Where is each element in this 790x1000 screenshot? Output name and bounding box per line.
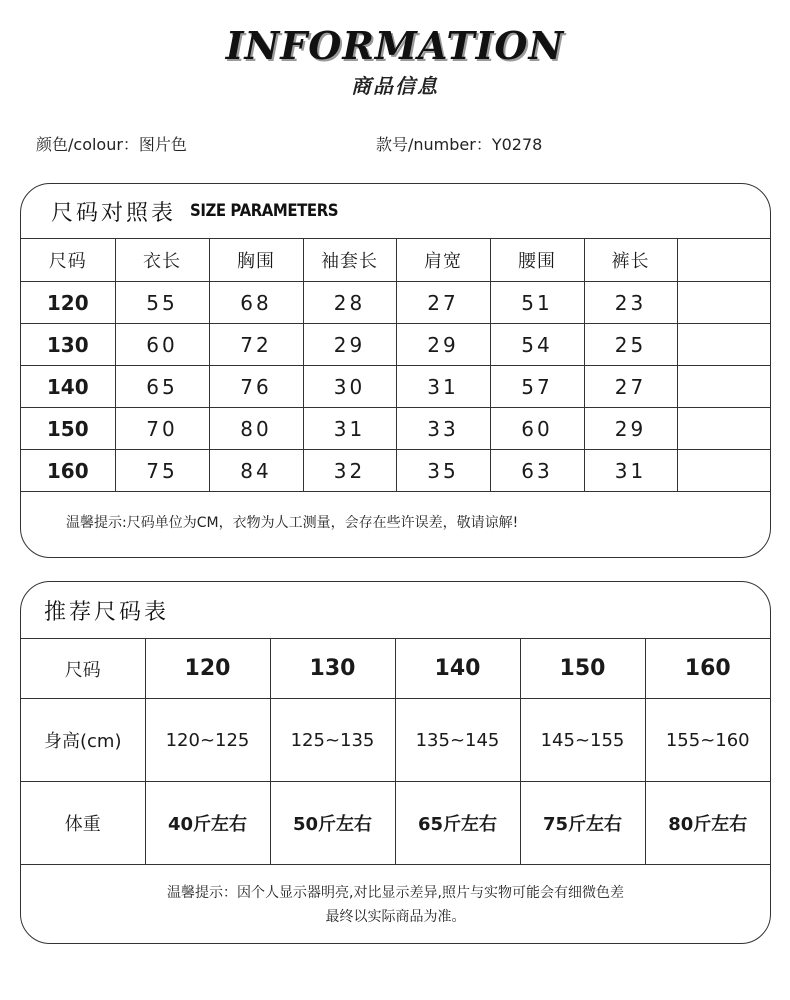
table-cell: 29 xyxy=(584,408,677,450)
color-info: 颜色/colour：图片色 xyxy=(36,135,187,154)
header-cell: 胸围 xyxy=(209,239,303,282)
recommend-title-bar xyxy=(21,582,770,639)
table-cell: 35 xyxy=(396,450,490,492)
size-table xyxy=(21,239,770,492)
size-chart-subtitle: SIZE PARAMETERS xyxy=(190,201,339,221)
recommend-note xyxy=(21,865,770,929)
header-cell: 腰围 xyxy=(490,239,584,282)
header-cell: 裤长 xyxy=(584,239,677,282)
size-header-cell: 130 xyxy=(270,639,395,699)
table-cell: 51 xyxy=(490,282,584,324)
size-header-cell: 150 xyxy=(520,639,645,699)
size-header-cell: 160 xyxy=(645,639,770,699)
recommend-title: 推荐尺码表 xyxy=(44,599,170,625)
table-cell: 31 xyxy=(303,408,396,450)
table-cell: 28 xyxy=(303,282,396,324)
table-cell: 63 xyxy=(490,450,584,492)
table-cell: 68 xyxy=(209,282,303,324)
table-cell: 33 xyxy=(396,408,490,450)
height-cell: 155~160 xyxy=(645,699,770,782)
table-cell: 75 xyxy=(115,450,209,492)
table-cell: 25 xyxy=(584,324,677,366)
weight-cell: 65斤左右 xyxy=(395,782,520,865)
height-cell: 145~155 xyxy=(520,699,645,782)
table-cell: 27 xyxy=(584,366,677,408)
table-cell: 70 xyxy=(115,408,209,450)
table-cell: 80 xyxy=(209,408,303,450)
size-chart-box xyxy=(20,183,771,558)
recommend-note-line2: 最终以实际商品为准。 xyxy=(325,909,466,925)
height-cell: 135~145 xyxy=(395,699,520,782)
weight-cell: 50斤左右 xyxy=(270,782,395,865)
header xyxy=(0,24,790,99)
table-cell: 30 xyxy=(303,366,396,408)
recommend-note-line1: 温馨提示：因个人显示器明亮,对比显示差异,照片与实物可能会有细微色差 xyxy=(167,885,624,901)
table-cell xyxy=(677,282,770,324)
size-cell: 160 xyxy=(21,450,115,492)
info-subtitle: 商品信息 xyxy=(351,74,439,98)
header-cell: 袖套长 xyxy=(303,239,396,282)
weight-cell: 80斤左右 xyxy=(645,782,770,865)
table-cell: 60 xyxy=(490,408,584,450)
recommend-table xyxy=(21,639,770,865)
table-cell: 31 xyxy=(396,366,490,408)
table-row xyxy=(21,450,770,492)
header-cell: 衣长 xyxy=(115,239,209,282)
table-cell: 57 xyxy=(490,366,584,408)
header-cell: 肩宽 xyxy=(396,239,490,282)
size-cell: 120 xyxy=(21,282,115,324)
number-info: 款号/number：Y0278 xyxy=(376,135,543,154)
table-cell: 23 xyxy=(584,282,677,324)
table-cell: 27 xyxy=(396,282,490,324)
table-row xyxy=(21,408,770,450)
header-cell xyxy=(677,239,770,282)
weight-cell: 75斤左右 xyxy=(520,782,645,865)
table-cell: 84 xyxy=(209,450,303,492)
table-row xyxy=(21,324,770,366)
size-header-cell: 140 xyxy=(395,639,520,699)
height-row xyxy=(21,699,770,782)
table-cell: 60 xyxy=(115,324,209,366)
height-cell: 125~135 xyxy=(270,699,395,782)
table-cell xyxy=(677,450,770,492)
header-cell: 尺码 xyxy=(21,239,115,282)
size-chart-title: 尺码对照表 xyxy=(51,200,177,226)
info-title: INFORMATION xyxy=(225,23,565,68)
row-label: 体重 xyxy=(21,782,145,865)
size-chart-title-bar xyxy=(21,184,770,239)
table-cell: 54 xyxy=(490,324,584,366)
size-cell: 130 xyxy=(21,324,115,366)
recommend-box xyxy=(20,581,771,944)
table-cell xyxy=(677,366,770,408)
table-row xyxy=(21,282,770,324)
table-cell xyxy=(677,324,770,366)
height-cell: 120~125 xyxy=(145,699,270,782)
size-note: 温馨提示:尺码单位为CM，衣物为人工测量，会存在些许误差，敬请谅解! xyxy=(66,515,519,531)
table-cell: 65 xyxy=(115,366,209,408)
weight-row xyxy=(21,782,770,865)
size-header-cell: 120 xyxy=(145,639,270,699)
weight-cell: 40斤左右 xyxy=(145,782,270,865)
size-cell: 140 xyxy=(21,366,115,408)
row-label: 身高(cm) xyxy=(21,699,145,782)
table-cell: 29 xyxy=(396,324,490,366)
table-cell: 29 xyxy=(303,324,396,366)
size-cell: 150 xyxy=(21,408,115,450)
size-table-header xyxy=(21,239,770,282)
row-label: 尺码 xyxy=(21,639,145,699)
table-cell: 76 xyxy=(209,366,303,408)
table-cell: 31 xyxy=(584,450,677,492)
table-cell: 55 xyxy=(115,282,209,324)
table-cell: 72 xyxy=(209,324,303,366)
table-row xyxy=(21,366,770,408)
table-cell xyxy=(677,408,770,450)
table-cell: 32 xyxy=(303,450,396,492)
recommend-header-row xyxy=(21,639,770,699)
